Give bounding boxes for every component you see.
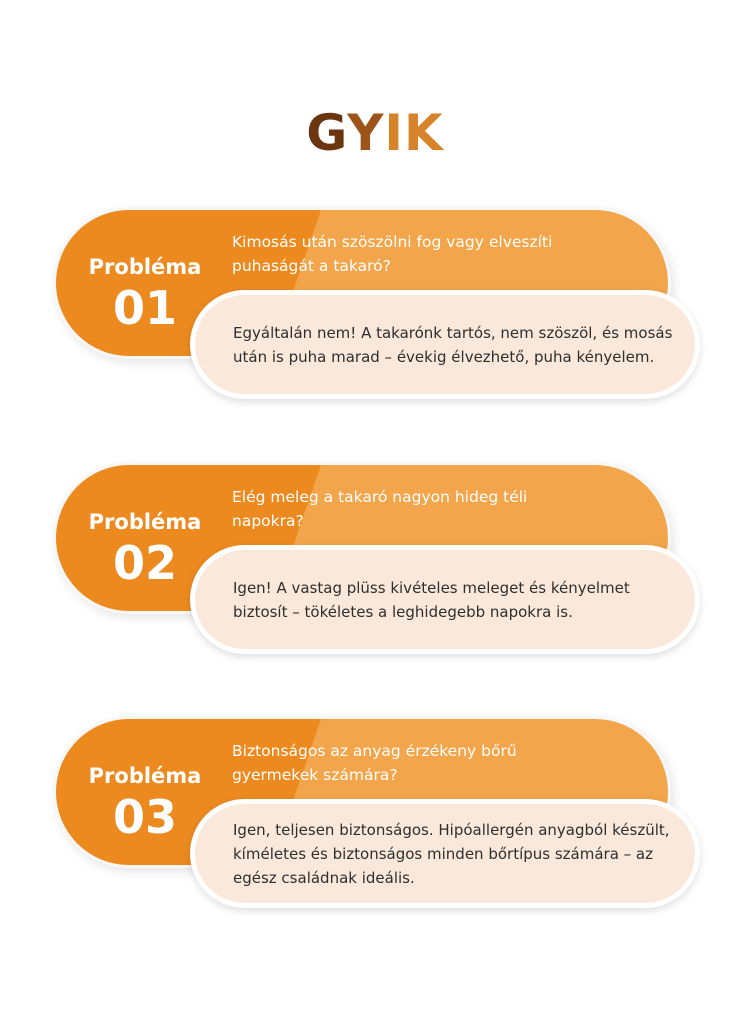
faq-item-3: [53, 716, 673, 911]
page-title-part-1: G: [306, 104, 348, 162]
answer-text: Igen! A vastag plüss kivételes meleget és kényelmet biztosít – tökéletes a leghidegebb napokra is.: [233, 578, 630, 621]
page-title-part-3: IK: [384, 104, 444, 162]
faq-item-2: [53, 462, 673, 657]
problem-badge-label: Probléma: [88, 510, 202, 534]
question-text: Elég meleg a takaró nagyon hideg téli napokra?: [232, 488, 528, 530]
problem-badge-number: 02: [112, 536, 177, 590]
question-text: Biztonságos az anyag érzékeny bőrű gyermekek számára?: [232, 742, 517, 784]
faq-item-1: [53, 207, 673, 402]
problem-badge-label: Probléma: [88, 764, 202, 788]
answer-text: Igen, teljesen biztonságos. Hipóallergén anyagból készült, kíméletes és biztonságos minden bőrtípus számára – az egész családnak ideális.: [233, 820, 670, 887]
problem-badge-number: 03: [112, 790, 177, 844]
answer-pill: [190, 290, 700, 399]
problem-badge-number: 01: [112, 281, 177, 335]
question-text: Kimosás után szöszölni fog vagy elveszíti puhaságát a takaró?: [232, 233, 553, 275]
problem-badge-label: Probléma: [88, 255, 202, 279]
page-title-part-2: Y: [347, 104, 385, 162]
page-title: [0, 103, 750, 163]
answer-text: Egyáltalán nem! A takarónk tartós, nem szöszöl, és mosás után is puha marad – évekig élvezhető, puha kényelem.: [233, 323, 673, 366]
answer-pill: [190, 545, 700, 654]
answer-pill: [190, 799, 700, 908]
